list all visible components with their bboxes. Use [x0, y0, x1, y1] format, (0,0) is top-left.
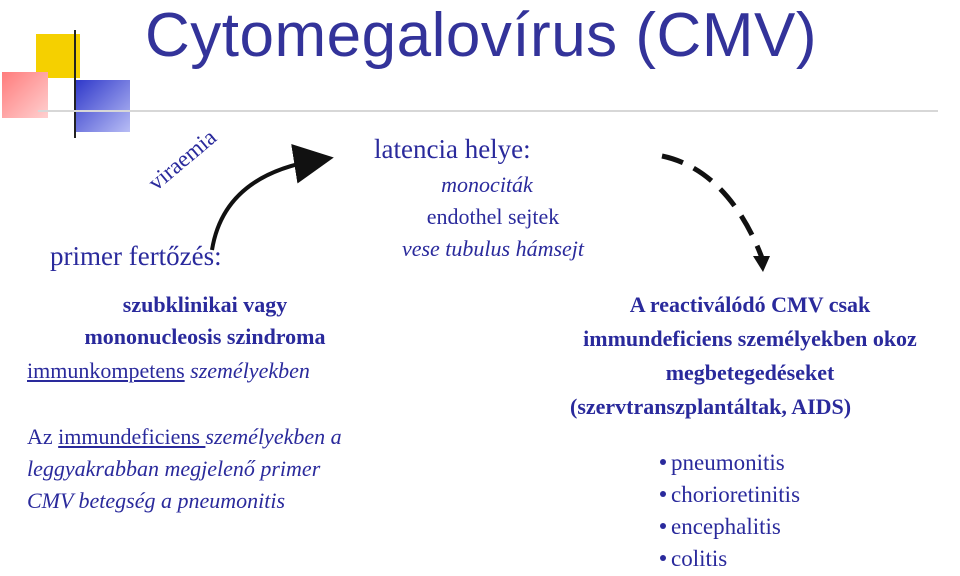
disease-name: pneumonitis — [671, 450, 785, 475]
immunodeficient-prefix: Az — [27, 424, 59, 449]
viraemia-arrow-icon — [212, 160, 318, 250]
subclinical-line-1: szubklinikai vagy — [122, 292, 288, 317]
immunodeficient-text-line-2: leggyakrabban megjelenő primer — [27, 456, 321, 481]
latency-item: vese tubulus hámsejt — [401, 236, 585, 261]
reactivation-line-1: A reactiválódó CMV csak — [629, 292, 871, 317]
viraemia-label: viraemia — [143, 124, 221, 196]
bullet-icon — [660, 459, 666, 465]
slide-title: Cytomegalovírus (CMV) — [145, 1, 817, 70]
disease-list-item — [660, 546, 727, 572]
immunocompetent-line — [27, 358, 310, 384]
reactivation-line-4: (szervtranszplantáltak, AIDS) — [570, 394, 852, 419]
immunodeficient-text-line-3: CMV betegség a pneumonitis — [27, 488, 286, 513]
bullet-icon — [660, 523, 666, 529]
primary-infection-label: primer fertőzés: — [50, 241, 222, 271]
immunodeficient-term: immundeficiens — [58, 424, 206, 449]
disease-name: chorioretinitis — [671, 482, 801, 507]
bullet-icon — [660, 555, 666, 561]
immunocompetent-term: immunkompetens — [27, 358, 185, 383]
latency-item: monociták — [441, 172, 533, 197]
disease-list-item — [660, 450, 785, 476]
bullet-icon — [660, 491, 666, 497]
latency-item: endothel sejtek — [426, 204, 560, 229]
immunodeficient-text-line-1 — [27, 424, 342, 450]
disease-name: colitis — [671, 546, 728, 571]
reactivation-line-3: megbetegedéseket — [665, 360, 835, 385]
disease-list-item — [660, 514, 781, 540]
latency-title: latencia helye: — [374, 134, 531, 164]
disease-list-item — [660, 482, 800, 508]
subclinical-line-2: mononucleosis szindroma — [84, 324, 326, 349]
reactivation-line-2: immundeficiens személyekben okoz — [583, 326, 917, 351]
immunocompetent-rest: személyekben — [184, 358, 310, 383]
immunodeficient-rest: személyekben a — [205, 424, 342, 449]
reactivation-dashed-arrow-icon — [662, 156, 762, 258]
reactivation-arrowhead-icon — [753, 256, 770, 272]
disease-name: encephalitis — [671, 514, 781, 539]
